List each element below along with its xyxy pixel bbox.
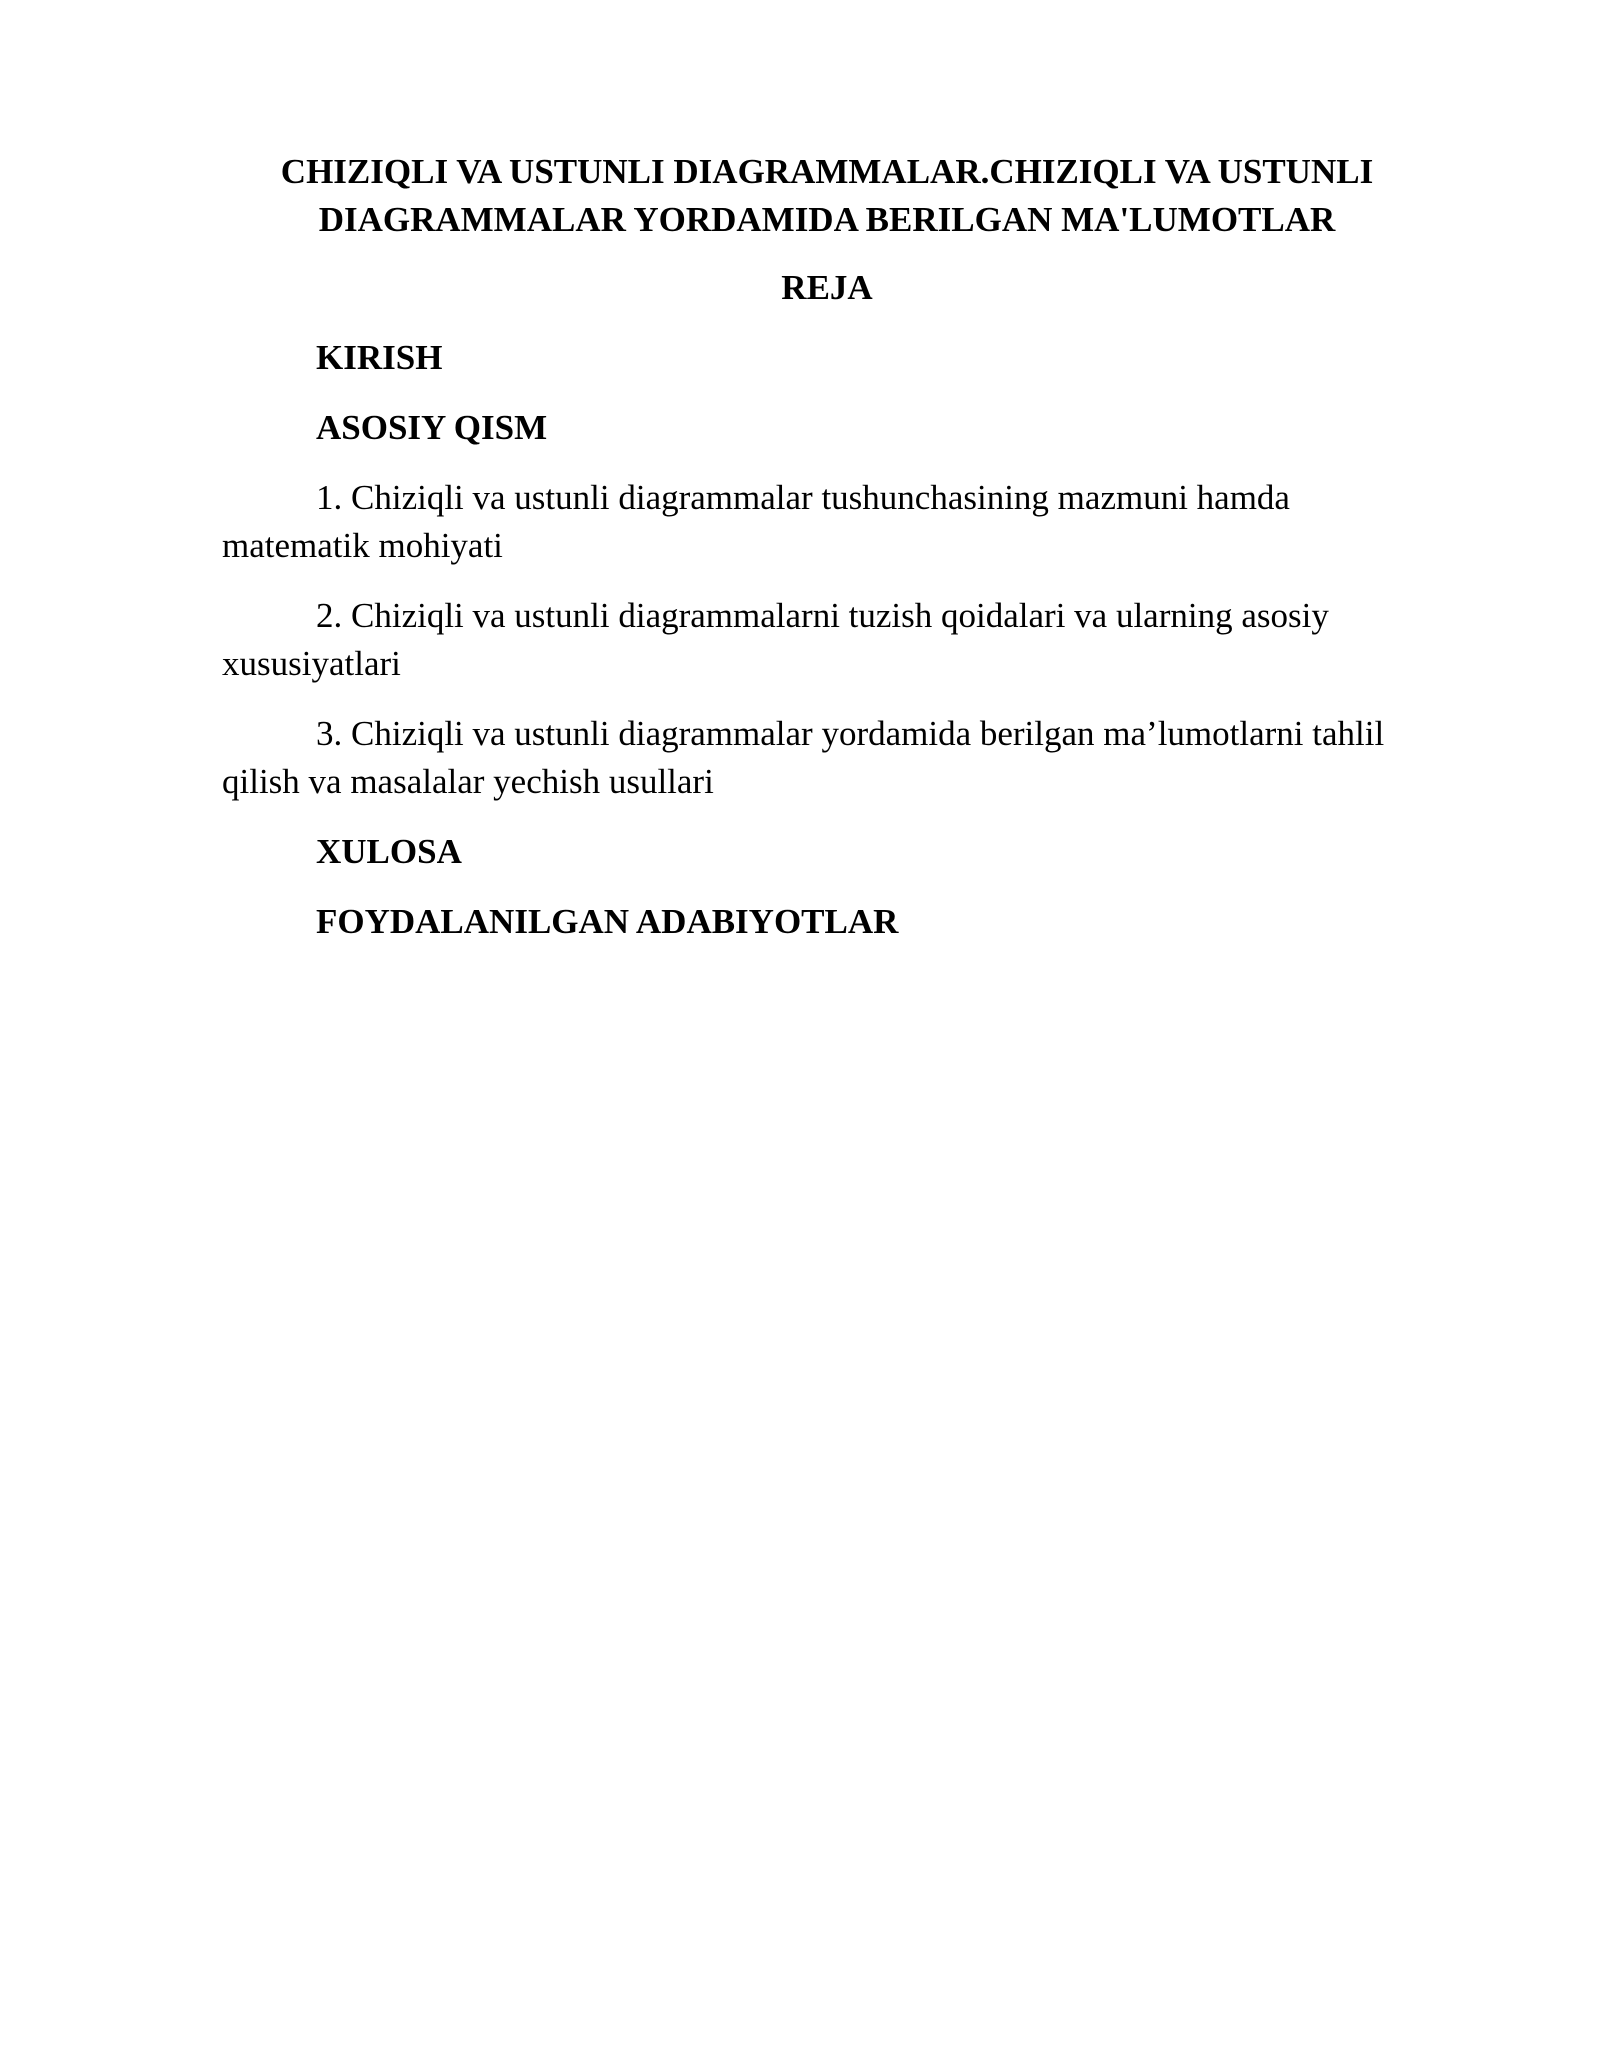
introduction-heading: KIRISH [316, 338, 443, 377]
conclusion-heading: XULOSA [316, 832, 462, 871]
title-line-1: CHIZIQLI VA USTUNLI DIAGRAMMALAR.CHIZIQLI VA USTUNLI [280, 152, 1374, 191]
references-heading: FOYDALANILGAN ADABIYOTLAR [316, 902, 899, 941]
plan-heading: REJA [781, 268, 873, 307]
plan-item-3: 3. Chiziqli va ustunli diagrammalar yordamida berilgan ma’lumotlarni tahlil qilish va masalalar yechish usullari [222, 714, 1385, 801]
title-line-2: DIAGRAMMALAR YORDAMIDA BERILGAN MA'LUMOTLAR [318, 200, 1336, 239]
document-title [222, 148, 1432, 244]
plan-item-2: 2. Chiziqli va ustunli diagrammalarni tuzish qoidalari va ularning asosiy xususiyatlari [222, 596, 1329, 683]
document-page [222, 148, 1432, 946]
main-part-heading: ASOSIY QISM [316, 408, 548, 447]
plan-item-1: 1. Chiziqli va ustunli diagrammalar tushunchasining mazmuni hamda matematik mohiyati [222, 478, 1290, 565]
